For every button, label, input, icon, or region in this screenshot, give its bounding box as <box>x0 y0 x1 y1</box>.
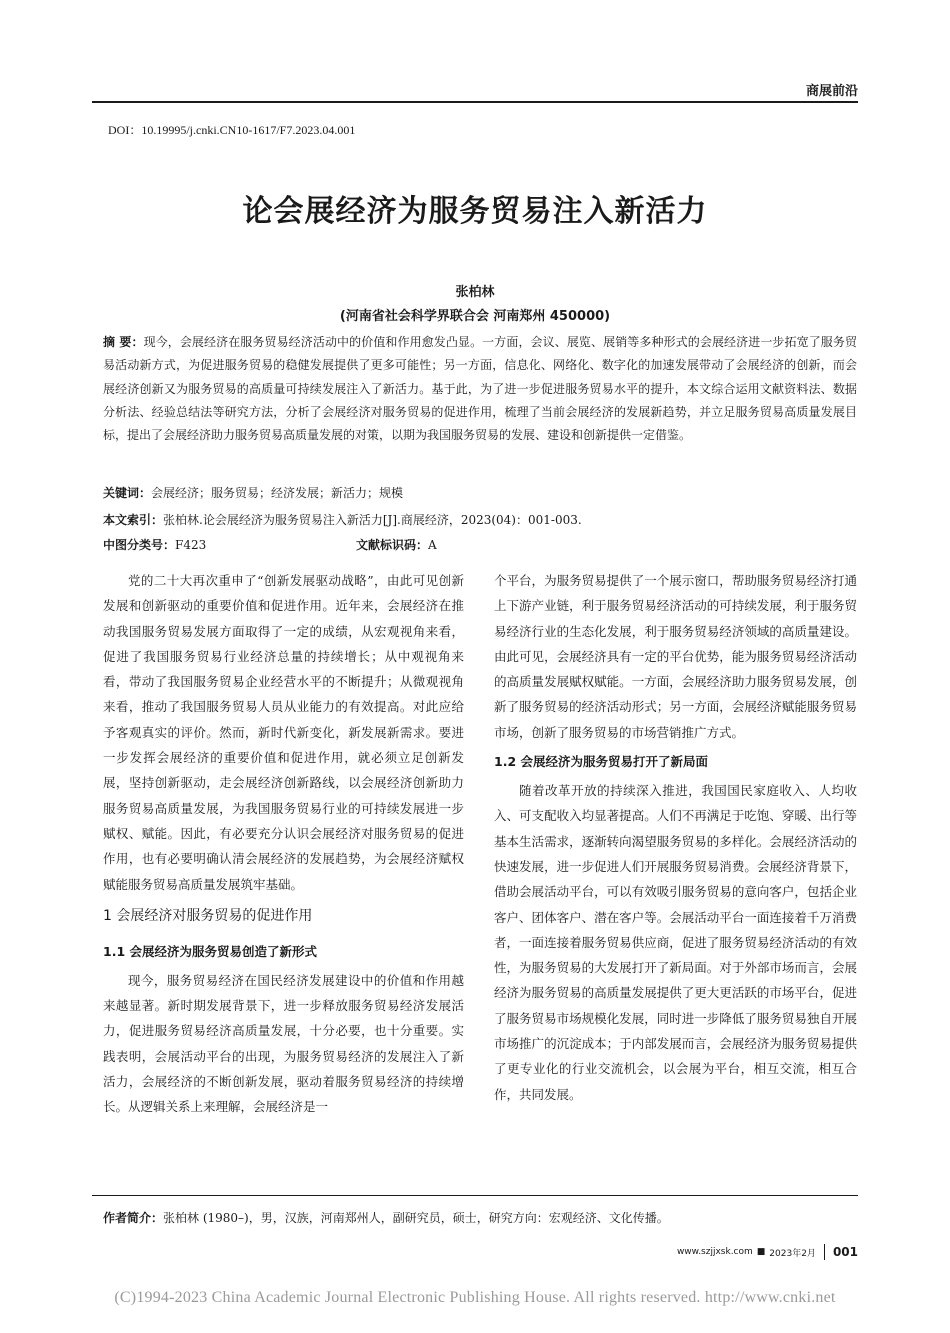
citation-label: 本文索引： <box>103 513 164 527</box>
abstract-label: 摘 要： <box>103 335 144 349</box>
paragraph-continued: 个平台，为服务贸易提供了一个展示窗口，帮助服务贸易经济打通上下游产业链，利于服务贸易经济活动的可持续发展，利于服务贸易经济行业的生态化发展，利于服务贸易经济领域的高质量建设。由此可见，会展经济具有一定的平台优势，能为服务贸易经济活动的高质量发展赋权赋能。一方面，会展经济助力服务贸易发展，创新了服务贸易的经济活动形式；另一方面，会展经济赋能服务贸易市场，创新了服务贸易的市场营销推广方式。 <box>494 573 857 740</box>
page-number: 001 <box>832 1245 858 1259</box>
footer-url: www.szjjxsk.com <box>676 1247 753 1257</box>
subsection-heading: 1.2 会展经济为服务贸易打开了新局面 <box>494 754 708 770</box>
page-footer <box>677 1244 858 1260</box>
section-heading: 1 会展经济对服务贸易的促进作用 <box>103 907 313 924</box>
doc-code-label: 文献标识码： <box>356 538 429 552</box>
author-name: 张柏林 <box>455 285 495 300</box>
article-title: 论会展经济为服务贸易注入新活力 <box>242 194 708 229</box>
footer-divider <box>824 1244 825 1260</box>
clc-value: F423 <box>175 538 207 552</box>
author-bio-text: 张柏林 (1980–)，男，汉族，河南郑州人，副研究员，硕士，研究方向：宏观经济、文化传播。 <box>163 1211 669 1225</box>
paragraph: 随着改革开放的持续深入推进，我国国民家庭收入、人均收入、可支配收入均显著提高。人们不再满足于吃饱、穿暖、出行等基本生活需求，逐渐转向渴望服务贸易的多样化。会展经济活动的快速发展，进一步促进人们开展服务贸易消费。会展经济背景下，借助会展活动平台，可以有效吸引服务贸易的意向客户，包括企业客户、团体客户、潜在客户等。会展活动平台一面连接着千万消费者，一面连接着服务贸易供应商，促进了服务贸易经济活动的有效性，为服务贸易的大发展打开了新局面。对于外部市场而言，会展经济为服务贸易的高质量发展提供了更大更活跃的市场平台，促进了服务贸易市场规模化发展，同时进一步降低了服务贸易独自开展市场推广的沉淀成本；于内部发展而言，会展经济为服务贸易提供了更专业化的行业交流机会，以会展为平台，相互交流，相互合作，共同发展。 <box>494 783 857 1102</box>
doi: DOI：10.19995/j.cnki.CN10-1617/F7.2023.04.001 <box>108 123 356 137</box>
keywords <box>103 484 403 501</box>
paragraph: 党的二十大再次重申了“创新发展驱动战略”，由此可见创新发展和创新驱动的重要价值和促进作用。近年来，会展经济在推动我国服务贸易发展方面取得了一定的成绩，从宏观视角来看，促进了我国服务贸易行业经济总量的持续增长；从中观视角来看，带动了我国服务贸易企业经营水平的不断提升；从微观视角来看，推动了我国服务贸易人员从业能力的有效提高。对此应给予客观真实的评价。然而，新时代新变化，新发展新需求。要进一步发挥会展经济的重要价值和促进作用，就必须立足创新发展，坚持创新驱动，走会展经济创新路线，以会展经济创新助力服务贸易高质量发展，为我国服务贸易行业的可持续发展进一步赋权、赋能。因此，有必要充分认识会展经济对服务贸易的促进作用，也有必要明确认清会展经济的发展趋势，为会展经济赋权赋能服务贸易高质量发展筑牢基础。 <box>103 573 464 892</box>
author-bio <box>103 1209 669 1226</box>
doc-code-value: A <box>428 538 437 552</box>
clc-number <box>103 536 206 553</box>
subsection-heading: 1.1 会展经济为服务贸易创造了新形式 <box>103 943 317 959</box>
footnote-rule <box>92 1195 858 1196</box>
citation-text: 张柏林.论会展经济为服务贸易注入新活力[J].商展经济，2023(04)：001-003. <box>163 513 582 527</box>
header-rule <box>92 101 858 103</box>
body-column-left <box>103 568 464 1120</box>
body-column-right <box>494 568 857 1107</box>
author-affiliation: (河南省社会科学界联合会 河南郑州 450000) <box>339 309 611 324</box>
journal-section-name: 商展前沿 <box>805 84 858 99</box>
author-bio-label: 作者简介： <box>103 1211 164 1225</box>
clc-label: 中图分类号： <box>103 538 176 552</box>
citation <box>103 511 582 528</box>
abstract-text: 现今，会展经济在服务贸易经济活动中的价值和作用愈发凸显。一方面，会议、展览、展销等多种形式的会展经济进一步拓宽了服务贸易活动新方式，为促进服务贸易的稳健发展提供了更多可能性；另一方面，信息化、网络化、数字化的加速发展带动了会展经济的创新，而会展经济创新又为服务贸易的高质量可持续发展注入了新活力。基于此，为了进一步促进服务贸易水平的提升，本文综合运用文献资料法、数据分析法、经验总结法等研究方法，分析了会展经济对服务贸易的促进作用，梳理了当前会展经济的发展新趋势，并立足服务贸易高质量发展目标，提出了会展经济助力服务贸易高质量发展的对策，以期为我国服务贸易的发展、建设和创新提供一定借鉴。 <box>103 335 857 443</box>
abstract <box>103 331 857 447</box>
document-code <box>356 536 437 553</box>
square-bullet-icon: ■ <box>756 1247 766 1257</box>
footer-date: 2023年2月 <box>769 1248 816 1259</box>
copyright-notice: (C)1994-2023 China Academic Journal Electronic Publishing House. All rights reserved. http://www.cnki.net <box>114 1289 836 1306</box>
keywords-label: 关键词： <box>103 486 152 500</box>
paragraph: 现今，服务贸易经济在国民经济发展建设中的价值和作用越来越显著。新时期发展背景下，进一步释放服务贸易经济发展活力，促进服务贸易经济高质量发展，十分必要，也十分重要。实践表明，会展活动平台的出现，为服务贸易经济的发展注入了新活力，会展经济的不断创新发展，驱动着服务贸易经济的持续增长。从逻辑关系上来理解，会展经济是一 <box>103 972 464 1115</box>
keywords-text: 会展经济；服务贸易；经济发展；新活力；规模 <box>151 486 404 500</box>
